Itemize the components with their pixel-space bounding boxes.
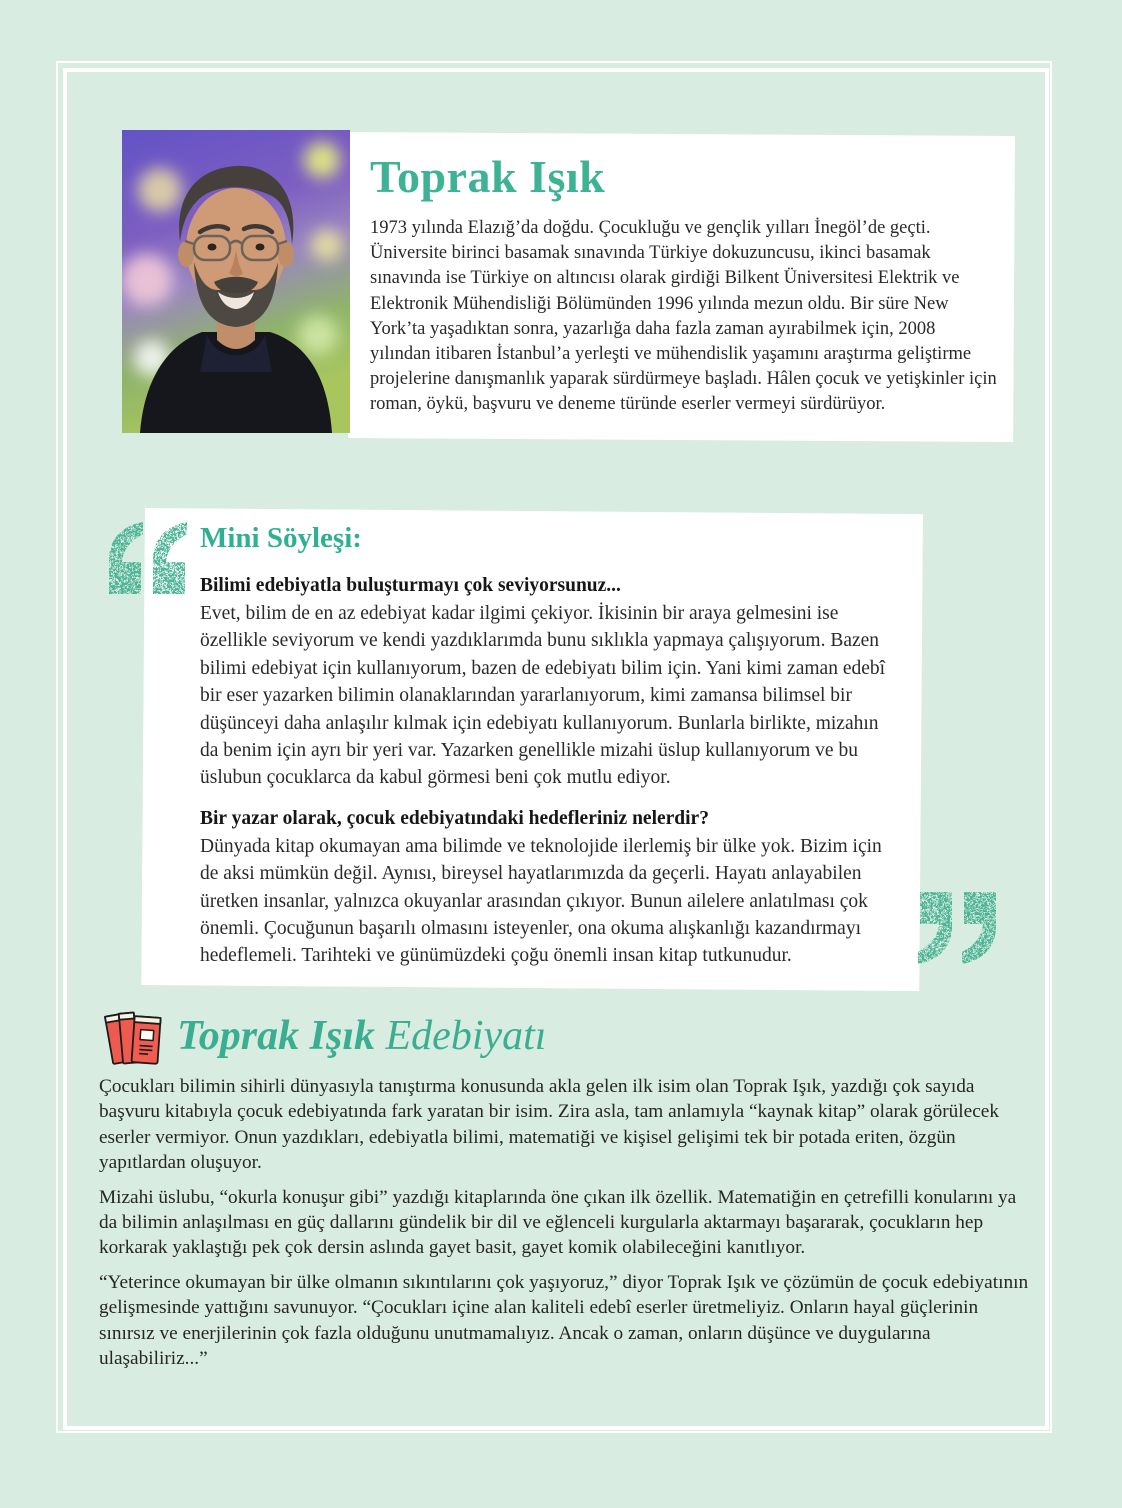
literature-paragraph: “Yeterince okumayan bir ülke olmanın sıkıntılarını çok yaşıyoruz,” diyor Toprak Işık ve çözümün de çocuk edebiyatının gelişmesinde yattığını savunuyor. “Çocukları içine alan kaliteli edebî eserler üretmeliyiz. Onların hayal güçlerinin sınırsız ve enerjilerinin çok fazla olduğunu unutmamalıyız. Ancak o zaman, onların düşünce ve duygularına ulaşabiliriz...” — [99, 1271, 1029, 1370]
literature-section-heading — [177, 1012, 546, 1060]
interview-question: Bir yazar olarak, çocuk edebiyatındaki hedefleriniz nelerdir? — [200, 807, 709, 829]
literature-paragraph: Çocukları bilimin sihirli dünyasıyla tanıştırma konusunda akla gelen ilk isim olan Toprak Işık, yazdığı çok sayıda başvuru kitabıyla çocuk edebiyatında fark yaratan bir isim. Zira asla, tam anlamıyla “kaynak kitap” olarak görülecek eserler vermiyor. Onun yazdıkları, edebiyatla bilimi, matematiği ve kişisel gelişimi tek bir potada eriten, özgün yapıtlardan oluşuyor. — [99, 1076, 999, 1174]
interview-answer: Evet, bilim de en az edebiyat kadar ilgimi çekiyor. İkisinin bir araya gelmesini ise özellikle seviyorum ve kendi yazdıklarımda bunu sıklıkla yapmaya çalışıyorum. Bazen bilimi edebiyat için kullanıyorum, bazen de edebiyatı bilim için. Yani kimi zaman edebî bir eser yazarken bilimin olanaklarından yararlanıyorum, kimi zamansa bilimsel bir düşünceyi daha anlaşılır kılmak için edebiyatı kullanıyorum. Bunlarla birlikte, mizahın da benim için ayrı bir yeri var. Yazarken genellikle mizahi üslup kullanıyorum ve bu üslubun çocuklarca da kabul görmesi beni çok mutlu ediyor. — [200, 603, 886, 789]
author-name-title: Toprak Işık — [370, 151, 606, 202]
author-bio-text: 1973 yılında Elazığ’da doğdu. Çocukluğu ve gençlik yılları İnegöl’de geçti. Üniversite birinci basamak sınavında Türkiye dokuzuncusu, ikinci basamak sınavında ise Türkiye on altıncısı olarak girdiği Bilkent Üniversitesi Elektrik ve Elektronik Mühendisliği Bölümünden 1996 yılında mezun oldu. Bir süre New York’ta yaşadıktan sonra, yazarlığa daha fazla zaman ayırabilmek için, 2008 yılından itibaren İstanbul’a yerleşti ve mühendislik yaşamını araştırma geliştirme projelerine danışmanlık yaparak sürdürmeye başladı. Hâlen çocuk ve yetişkinler için roman, öykü, başvuru ve deneme türünde eserler vermeyi sürdürüyor. — [370, 218, 997, 415]
close-quote-icon — [913, 890, 999, 966]
literature-paragraphs — [99, 1074, 1037, 1380]
interview-answer: Dünyada kitap okumayan ama bilimde ve teknolojide ilerlemiş bir ülke yok. Bizim için de aksi mümkün değil. Aynısı, bireysel hayatlarımızda da geçerli. Hayatı anlayabilen üretken insanlar, yalnızca okuyanlar arasından çıkıyor. Bunun ailelere anlatılması çok önemli. Çocuğunun başarılı olmasını isteyenler, ona okuma alışkanlığı kazandırmayı hedeflemeli. Tarihteki ve günümüzdeki çoğu önemli insan kitap tutkunudur. — [200, 835, 882, 967]
red-books-icon — [103, 1005, 167, 1069]
interview-heading: Mini Söyleşi: — [200, 522, 362, 554]
open-quote-icon — [106, 520, 192, 596]
bio-card — [370, 142, 998, 418]
interview-card — [200, 522, 894, 970]
author-photo-illustration — [122, 130, 350, 433]
literature-heading-author: Toprak Işık — [177, 1013, 376, 1059]
literature-paragraph: Mizahi üslubu, “okurla konuşur gibi” yazdığı kitaplarında öne çıkan ilk özellik. Matematiğin en çetrefilli konularını ya da bilimin anlaşılması en güç dallarını gündelik bir dil ve eğlenceli kurgularla aktarmayı başararak, çocukların hep korkarak yaklaştığı pek çok dersin aslında gayet basit, gayet komik olabileceğini kanıtlıyor. — [99, 1186, 1017, 1259]
author-photo — [122, 130, 350, 433]
interview-question: Bilimi edebiyatla buluşturmayı çok seviyorsunuz... — [200, 575, 621, 596]
literature-heading-suffix: Edebiyatı — [375, 1013, 547, 1059]
